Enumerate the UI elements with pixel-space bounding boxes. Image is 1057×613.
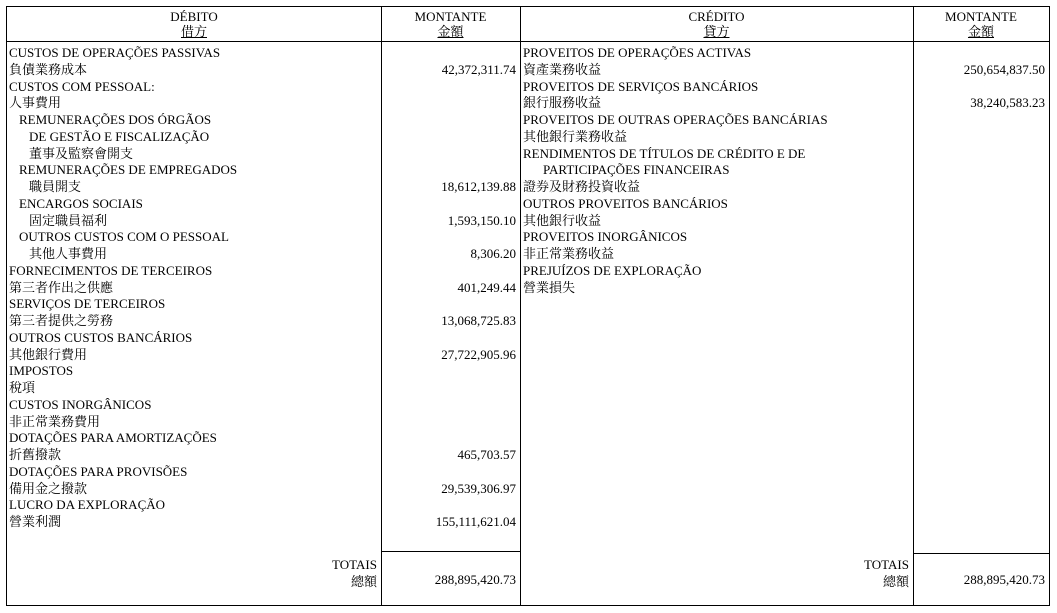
totals-divider [913,553,1049,554]
credit-totals-label [737,556,909,590]
row-label: OUTROS PROVEITOS BANCÁRIOS [523,195,728,211]
credit-header [520,9,913,39]
row-label: CUSTOS INORGÂNICOS [9,396,152,412]
totals-label-pt: TOTAIS [332,557,377,572]
row-label: CUSTOS COM PESSOAL: [9,78,155,94]
table-row [9,129,519,146]
amount-header-zh: 金額 [967,24,994,39]
table-row [9,380,519,397]
table-row [9,330,519,347]
row-label: PREJUÍZOS DE EXPLORAÇÃO [523,262,702,278]
table-row [523,79,1045,96]
row-amount: 155,111,621.04 [435,514,516,529]
row-label: RENDIMENTOS DE TÍTULOS DE CRÉDITO E DE [523,145,806,161]
debit-header [7,9,381,39]
table-row [9,213,519,230]
row-amount: 8,306.20 [470,246,516,261]
row-label: 職員開支 [29,179,82,194]
debit-header-pt: DÉBITO [170,9,218,24]
table-row [9,464,519,481]
row-label: DOTAÇÕES PARA PROVISÕES [9,463,188,479]
table-row [9,79,519,96]
table-row [523,162,1045,179]
row-amount: 29,539,306.97 [441,480,516,496]
totals-divider [381,551,520,552]
row-label: 其他銀行費用 [9,346,88,362]
table-row [9,95,519,112]
row-label: DOTAÇÕES PARA AMORTIZAÇÕES [9,430,217,446]
debit-totals-label [207,556,377,590]
table-row [9,430,519,447]
table-row [523,229,1045,246]
row-label: PROVEITOS DE OUTRAS OPERAÇÕES BANCÁRIAS [523,112,828,127]
table-row [9,62,519,79]
row-label: 資產業務收益 [523,61,602,77]
row-label: PROVEITOS DE OPERAÇÕES ACTIVAS [523,45,752,60]
row-label: ENCARGOS SOCIAIS [19,195,143,211]
row-label: 其他人事費用 [29,246,108,261]
totals-label-zh: 總額 [882,574,909,589]
row-label: DE GESTÃO E FISCALIZAÇÃO [29,128,210,144]
table-row [523,112,1045,129]
credit-header-zh: 貸方 [703,24,730,39]
row-label: PROVEITOS INORGÂNICOS [523,229,688,245]
row-label: IMPOSTOS [9,363,74,379]
table-row [9,363,519,380]
row-label: 第三者作出之供應 [9,279,114,295]
row-label: 非正常業務費用 [9,413,101,429]
table-row [9,447,519,464]
amount-header-zh: 金額 [437,24,464,39]
row-amount: 465,703.57 [457,447,516,462]
row-label: PROVEITOS DE SERVIÇOS BANCÁRIOS [523,78,759,94]
row-label: 非正常業務收益 [523,246,615,261]
row-label: SERVIÇOS DE TERCEIROS [9,296,166,312]
debit-amount-header [381,9,520,39]
amount-header-pt: MONTANTE [414,9,487,24]
table-row [523,129,1045,146]
row-amount: 18,612,139.88 [441,179,516,194]
table-row [9,229,519,246]
row-label: 其他銀行業務收益 [523,128,628,144]
table-row [9,196,519,213]
debit-rows [9,45,519,531]
table-row [9,313,519,330]
row-amount: 250,654,837.50 [963,61,1045,77]
debit-header-zh: 借方 [180,24,207,39]
row-label: 董事及監察會開支 [29,145,134,161]
totals-label-pt: TOTAIS [864,557,909,572]
row-label: FORNECIMENTOS DE TERCEIROS [9,262,213,278]
row-label: REMUNERAÇÕES DOS ÓRGÃOS [19,112,212,127]
row-label: CUSTOS DE OPERAÇÕES PASSIVAS [9,45,221,60]
table-row [9,45,519,62]
credit-amount-header [913,9,1049,39]
table-row [9,112,519,129]
row-label: OUTROS CUSTOS COM O PESSOAL [19,229,229,245]
row-amount: 1,593,150.10 [447,212,516,228]
row-label: 銀行服務收益 [523,95,602,111]
table-row [523,280,1045,297]
row-label: 第三者提供之勞務 [9,313,114,328]
table-row [523,246,1045,263]
row-label: OUTROS CUSTOS BANCÁRIOS [9,329,193,345]
table-row [523,95,1045,112]
table-row [9,497,519,514]
credit-total-amount: 288,895,420.73 [963,572,1045,587]
row-label: 人事費用 [9,95,62,111]
debit-total-amount: 288,895,420.73 [434,572,516,587]
row-label: 證券及財務投資收益 [523,179,641,194]
table-row [9,514,519,531]
row-label: LUCRO DA EXPLORAÇÃO [9,497,166,513]
credit-rows [523,45,1045,296]
totals-label-zh: 總額 [350,574,377,589]
row-label: 稅項 [9,380,36,395]
table-row [9,263,519,280]
table-row [523,179,1045,196]
table-row [523,213,1045,230]
table-row [523,62,1045,79]
amount-header-pt: MONTANTE [945,9,1017,24]
credit-header-pt: CRÉDITO [688,9,745,24]
header-divider [7,41,1049,42]
table-row [9,481,519,498]
table-row [9,146,519,163]
row-amount: 401,249.44 [457,279,516,295]
table-row [9,162,519,179]
table-row [9,296,519,313]
profit-loss-statement [6,6,1050,606]
row-amount: 13,068,725.83 [441,313,516,328]
row-label: 其他銀行收益 [523,212,602,228]
table-row [523,263,1045,280]
row-label: REMUNERAÇÕES DE EMPREGADOS [19,162,238,178]
row-amount: 27,722,905.96 [441,346,516,362]
row-label: 備用金之撥款 [9,480,88,496]
table-row [523,196,1045,213]
table-row [523,45,1045,62]
table-row [9,347,519,364]
row-label: 負債業務成本 [9,61,88,77]
table-row [9,280,519,297]
table-row [9,179,519,196]
table-row [9,246,519,263]
row-label: PARTICIPAÇÕES FINANCEIRAS [543,162,730,178]
table-row [9,397,519,414]
row-label: 折舊撥款 [9,447,62,462]
row-label: 固定職員福利 [29,212,108,228]
row-amount: 38,240,583.23 [970,95,1045,111]
table-row [9,414,519,431]
table-row [523,146,1045,163]
column-divider [520,7,521,605]
row-label: 營業損失 [523,279,576,295]
row-amount: 42,372,311.74 [441,61,516,77]
row-label: 營業利潤 [9,514,62,529]
